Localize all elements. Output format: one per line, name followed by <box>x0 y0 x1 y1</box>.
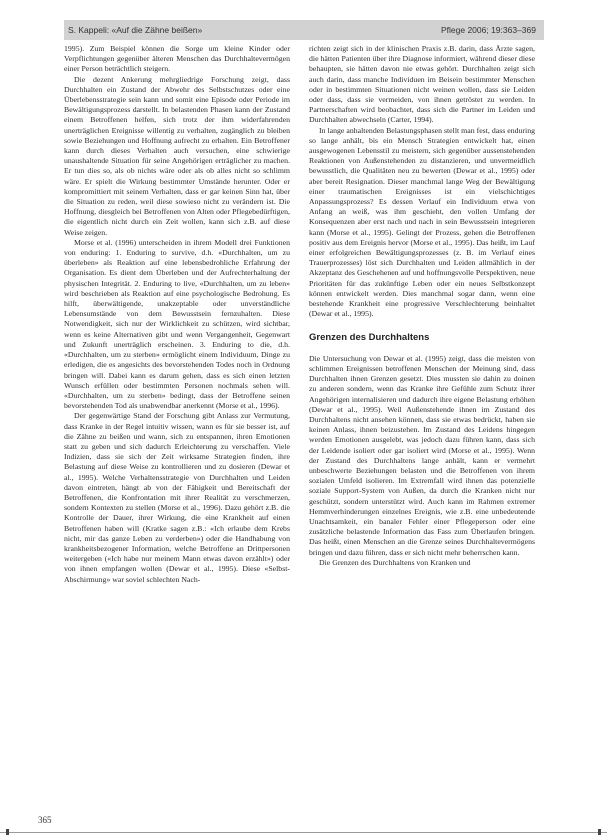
left-text-column <box>64 44 290 826</box>
section-heading: Grenzen des Durchhaltens <box>309 332 430 344</box>
paragraph: 1995). Zum Beispiel können die Sorge um kleine Kinder oder Verpflichtungen gegenüber älteren Menschen das Durchhaltevermögen einer Person beträchtlich steigern. <box>64 44 290 74</box>
paragraph: Die Grenzen des Durchhaltens von Kranken und <box>319 557 471 567</box>
crop-mark <box>6 829 9 835</box>
paragraph: Die Untersuchung von Dewar et al. (1995) zeigt, dass die meisten von schlimmen Ereignissen betroffenen Menschen der Meinung sind, dass Durchhalten ihnen Grenzen gesetzt. Dies mussten sie dahin zu doinen zu anderen sondern, wenn das Kranke ihre Gefühle zum Schutz ihrer Angehörigen internalisieren und dadurch ihre eigene Belastung erhöhen (Dewar et al., 1995). Weil Außenstehende ihnen im Zustand des Durchhaltens nicht ansehen können, dass sie etwas bedrückt, haben sie keinen Anlass, ihnen beizustehen. Im Zustand des Leidens hingegen werden Emotionen ausgelebt, was jedoch dazu führen kann, dass sich der Leidende isoliert oder gar isoliert wird (Morse et al., 1995). Wenn der Zustand des Durchhaltens lange anhält, kann er vermehrt unbeschwerte Beziehungen belasten und die Betroffenen von ihrem sozialen Umfeld isolieren. Im Extremfall wird ihnen das potenzielle soziale Support-System von Außen, da durch die Kranken nicht nur geschützt, sondern unterstützt wird. Auch kann im Rahmen extremer Hemmverhinderungen einzelnes Ereignis, wie z.B. eine unbedeutende Unachtsamkeit, ein banaler Fehler einer Pflegeperson oder eine zusätzliche belastende Information das Fass zum Überlaufen bringen. Das heißt, einen Menschen an die Grenze seines Durchhaltevermögens bringen und dazu führen, dass er sich nicht mehr beherrschen kann. <box>309 353 535 557</box>
page-number: 365 <box>38 815 52 825</box>
running-header <box>64 20 544 40</box>
paragraph: Morse et al. (1996) unterscheiden in ihrem Modell drei Funktionen von enduring: 1. Enduring to survive, d.h. «Durchhalten, um zu überleben» als Reaktion auf eine lebensbedrohliche Erfahrung der Organisation. Es dient dem Überleben und der Aufrechterhaltung der physischen Integrität. 2. Enduring to live, «Durchhalten, um zu leben» wird beschrieben als Reaktion auf eine psychologische Bedrohung. Es hilft, überwältigende, unakzeptable oder unverständliche Lebensumstände von dem Bewusstsein fernzuhalten. Diese Notwendigkeit, sich nur der Wirklichkeit zu schützen, wird sichtbar, wenn es keine Alternativen gibt und wenn Vergangenheit, Gegenwart und Zukunft unerträglich erscheinen. 3. Enduring to die, d.h. «Durchhalten, um zu sterben» ermöglicht einem Individuum, Dinge zu erledigen, die es angesichts des bevorstehenden Todes noch in Ordnung bringen will. Dabei kann es darum gehen, dass es sich einen letzten Wunsch erfüllen oder bestimmten Personen nochmals sehen will. «Durchhalten, um zu sterben» bedingt, dass der Betroffene seinen bevorstehenden Tod als unabwendbar anerkennt (Morse et al., 1996). <box>64 237 290 411</box>
header-journal-citation: Pflege 2006; 19:363–369 <box>440 25 536 35</box>
paragraph: richten zeigt sich in der klinischen Praxis z.B. darin, dass Ärzte sagen, die hätten Patienten über ihre Diagnose informiert, während dieser diese behaupten, sie hätten davon nie etwas gehört. Durchhalten zeigt sich auch darin, dass manche Individuen im Beisein bestimmter Menschen oder in bestimmten Situationen nicht weinen wollen, dass sie Leiden oder dass, dass sie vermeiden, von ihnen getröstet zu werden. In Partnerschaften wird beobachtet, dass sich die Partner im Leiden und Durchhalten abwechseln (Carter, 1994). <box>309 44 535 125</box>
scan-edge-line <box>0 832 607 833</box>
paragraph: In lange anhaltenden Belastungsphasen stellt man fest, dass enduring so lange anhält, bis ein Mensch Strategien entwickelt hat, einen ausgewogenen Lebensstil zu meistern, sich gegenüber aussenstehenden Reaktionen von Außenstehenden zu distanzieren, und unvermeidlich bewusstlich, die Qualitäten neu zu bewerten (Dewar et al., 1995) oder aber bereit Resignation. Dieser manchmal lange Weg der Bewältigung einer traumatischen Ereignisses ist ein vielschichtiges Anpassungsprozess? Es dessen Verlauf ein Individuum etwa von Anfang an weiß, was ihm geschieht, den vollen Umfang der Konsequenzen aber erst nach und nach in sein Bewusstsein integrieren kann (Morse et al., 1995). Gelingt der Prozess, gehen die Betroffenen positiv aus dem Ereignis hervor (Morse et al., 1995). Das heißt, im Lauf einer erfolgreichen Bewältigungsprozesses (z. B. im Verlauf eines Trauerprozesses) löst sich Durchhalten und Leiden allmählich in der Akzeptanz des Geschehenen auf und hoffnungsvolle Perspektiven, neue Prioritäten für das zukünftige Leben oder ein neues Selbstkonzept können entwickelt werden. Dies manchmal sogar dann, wenn eine bestehende Krankheit eine progressive Verschlechterung beinhaltet (Dewar et al., 1995). <box>309 125 535 319</box>
paragraph: Die dezent Ankerung mehrgliedrige Forschung zeigt, dass Durchhalten ein Zustand der Abwehr des Selbstschutzes oder eine Überlebensstrategie sein kann und somit eine Episode oder Periode im Bewältigungsprozess darstellt. In belastenden Phasen kann der Zustand einem Betroffenen helfen, sich trotz der ihm widerfahrenden unerträglichen Ereignisse willentig zu verhalten, zugänglich zu bleiben sowie Beziehungen und Hoffnung aufrecht zu erhalten. Ein Betroffener kann durch dieses Verhalten auch versuchen, eine schwierige unaushaltende Situation für seine Angehörigen erträglicher zu machen. Er tun dies so, als ob nichts wäre oder als ob alles nicht so schlimm wäre. Er spielt die Wirkung bestimmter Umstände herunter. Oder er kompromittiert mit seinem Verhalten, dass er gar keinen Sinn hat, über die Situation zu reden, weil diese sowieso nicht zu verändern ist. Die Hoffnung, diesgleich bei Betroffenen von Alten oder Pflegebedürftigen, die eigentlich nicht durch ein Zeit wollen, kann sich z.B. auf diese Weise zeigen. <box>64 74 290 237</box>
right-text-column <box>309 44 535 826</box>
paragraph: Der gegenwärtige Stand der Forschung gibt Anlass zur Vermutung, dass Kranke in der Regel intuitiv wissen, wann es für sie besser ist, auf die Zähne zu beißen und wann, sich zu entspannen, ihren Emotionen statt zu geben und sich dadurch Erleichterung zu verschaffen. Viele Indizien, dass sie sich der Zeit wirksame Strategien finden, ihre Belastung auf diese Weise zu kontrollieren und zu dosieren (Dewar et al., 1995). Welche Verhaltensstrategie von Durchhalten und Leiden davon eintreten, hängt ab von der Fähigkeit und Bereitschaft der Betroffenen, die Konfrontation mit ihrer Realität zu verschmerzen, sondern Kontexten zu stellen (Morse et al., 1996). Dazu gehört z.B. die Kontrolle der Dauer, ihrer Wirkung, die eine Krankheit auf einen Betroffenen haben will (Kratke sagen z.B.: «Ich erlaube dem Krebs nicht, mir das ganze Leben zu verderben») oder die Handhabung von krankheitsbezogener Information, welche Betroffene an Drittpersonen weitergeben («Ich habe nur meinem Mann etwas davon erzählt») oder von ihnen empfangen wollen (Dewar et al., 1995). Diese «Selbst-Abschirmung» war soviel schlechten Nach- <box>64 411 290 584</box>
header-author-title: S. Kappeli: «Auf die Zähne beißen» <box>68 25 203 35</box>
crop-mark <box>598 829 601 835</box>
